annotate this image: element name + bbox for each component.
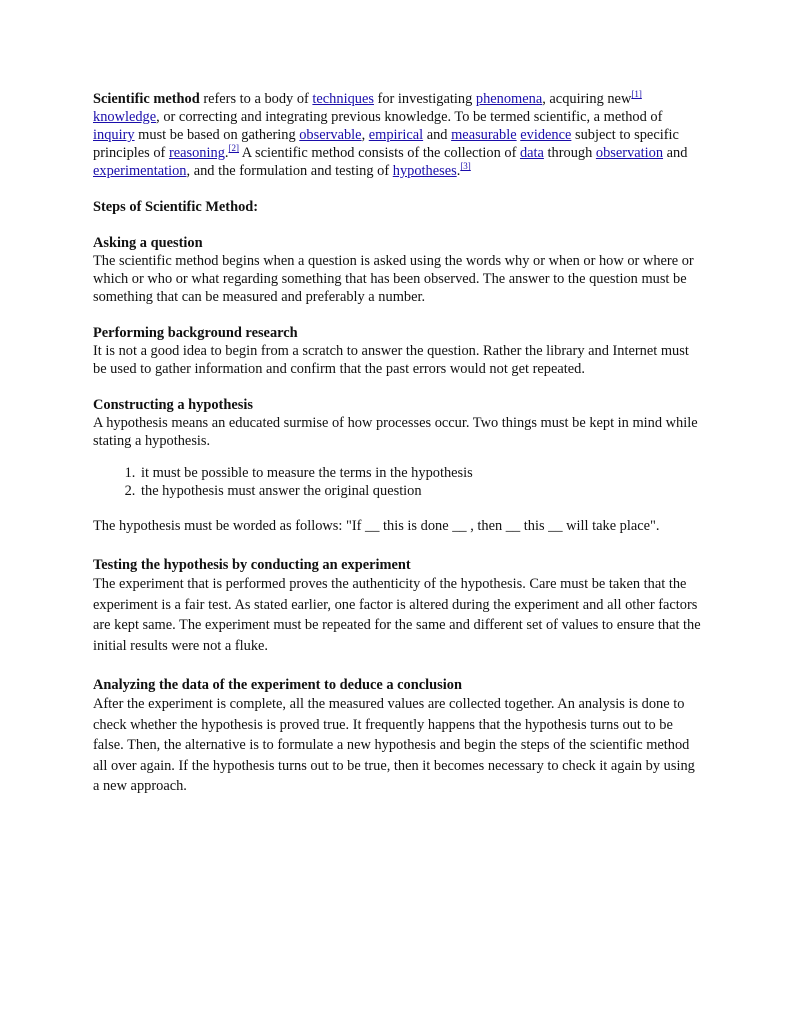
- section-title: Performing background research: [93, 325, 298, 341]
- link-observable[interactable]: observable: [299, 127, 362, 143]
- link-evidence[interactable]: evidence: [520, 127, 572, 143]
- link-techniques[interactable]: techniques: [312, 91, 374, 107]
- intro-text: and: [423, 127, 452, 143]
- intro-text: must be based on gathering: [134, 127, 300, 143]
- intro-text: refers to a body of: [199, 91, 313, 107]
- intro-text: A scientific method consists of the collection of: [239, 145, 520, 161]
- section-body: The experiment that is performed proves the authenticity of the hypothesis. Care must be taken that the experiment is a fair test. As stated earlier, one factor is altered during the experiment and all other factors are kept same. The experiment must be repeated for the same and different set of values to ensure that the initial results were not a fluke.: [93, 576, 701, 654]
- section-asking-question: [93, 234, 703, 306]
- link-inquiry[interactable]: inquiry: [93, 127, 135, 143]
- ref-link-2[interactable]: [2]: [228, 143, 239, 153]
- section-body: It is not a good idea to begin from a scratch to answer the question. Rather the library and Internet must be used to gather information and confirm that the past errors would not get repeated.: [93, 343, 689, 377]
- intro-bold-term: Scientific method: [93, 91, 200, 107]
- link-hypotheses[interactable]: hypotheses: [392, 163, 457, 179]
- intro-paragraph: [93, 90, 703, 180]
- link-data[interactable]: data: [519, 145, 544, 161]
- section-constructing-hypothesis: [93, 396, 703, 536]
- hypothesis-format: The hypothesis must be worded as follows: "If __ this is done __ , then __ this __ will take place".: [93, 518, 660, 534]
- intro-text: for investigating: [373, 91, 476, 107]
- intro-text: and: [663, 145, 688, 161]
- intro-text: , and the formulation and testing of: [186, 163, 393, 179]
- section-background-research: [93, 324, 703, 378]
- section-body: A hypothesis means an educated surmise of how processes occur. Two things must be kept in mind while stating a hypothesis.: [93, 415, 698, 449]
- link-reasoning[interactable]: reasoning: [168, 145, 225, 161]
- section-title: Asking a question: [93, 235, 203, 251]
- section-body: The scientific method begins when a question is asked using the words why or when or how or where or which or who or what regarding something that has been observed. The answer to the question must be something that can be measured and preferably a number.: [93, 253, 694, 305]
- link-knowledge[interactable]: knowledge: [93, 109, 157, 125]
- intro-text: ,: [361, 127, 369, 143]
- hypothesis-requirements-list: [93, 464, 703, 500]
- section-title: Testing the hypothesis by conducting an experiment: [93, 557, 411, 573]
- section-analyzing-data: [93, 676, 703, 797]
- intro-text: subject to specific principles of: [93, 127, 679, 161]
- intro-text: , or correcting and integrating previous knowledge. To be termed scientific, a method of: [156, 109, 663, 125]
- list-item: 2. the hypothesis must answer the original question: [139, 482, 703, 500]
- intro-text: .: [224, 145, 229, 161]
- link-measurable[interactable]: measurable: [451, 127, 517, 143]
- link-empirical[interactable]: empirical: [368, 127, 424, 143]
- link-experimentation[interactable]: experimentation: [93, 163, 187, 179]
- intro-text: .: [456, 163, 461, 179]
- document-page: [93, 90, 703, 817]
- intro-text: through: [543, 145, 596, 161]
- list-item: 1. it must be possible to measure the terms in the hypothesis: [139, 464, 703, 482]
- link-phenomena[interactable]: phenomena: [475, 91, 543, 107]
- steps-heading: Steps of Scientific Method:: [93, 199, 259, 215]
- section-title: Analyzing the data of the experiment to deduce a conclusion: [93, 677, 462, 693]
- link-observation[interactable]: observation: [595, 145, 664, 161]
- ref-link-3[interactable]: [3]: [460, 161, 471, 171]
- section-body: After the experiment is complete, all the measured values are collected together. An analysis is done to check whether the hypothesis is proved true. It frequently happens that the hypothesis turns out to be false. Then, the alternative is to formulate a new hypothesis and begin the steps of the scientific method all over again. If the hypothesis turns out to be true, then it becomes necessary to check it again by using a new approach.: [93, 696, 695, 794]
- section-title: Constructing a hypothesis: [93, 397, 253, 413]
- ref-link-1[interactable]: [1]: [631, 89, 642, 99]
- intro-text: , acquiring new: [542, 91, 632, 107]
- section-testing-hypothesis: [93, 556, 703, 656]
